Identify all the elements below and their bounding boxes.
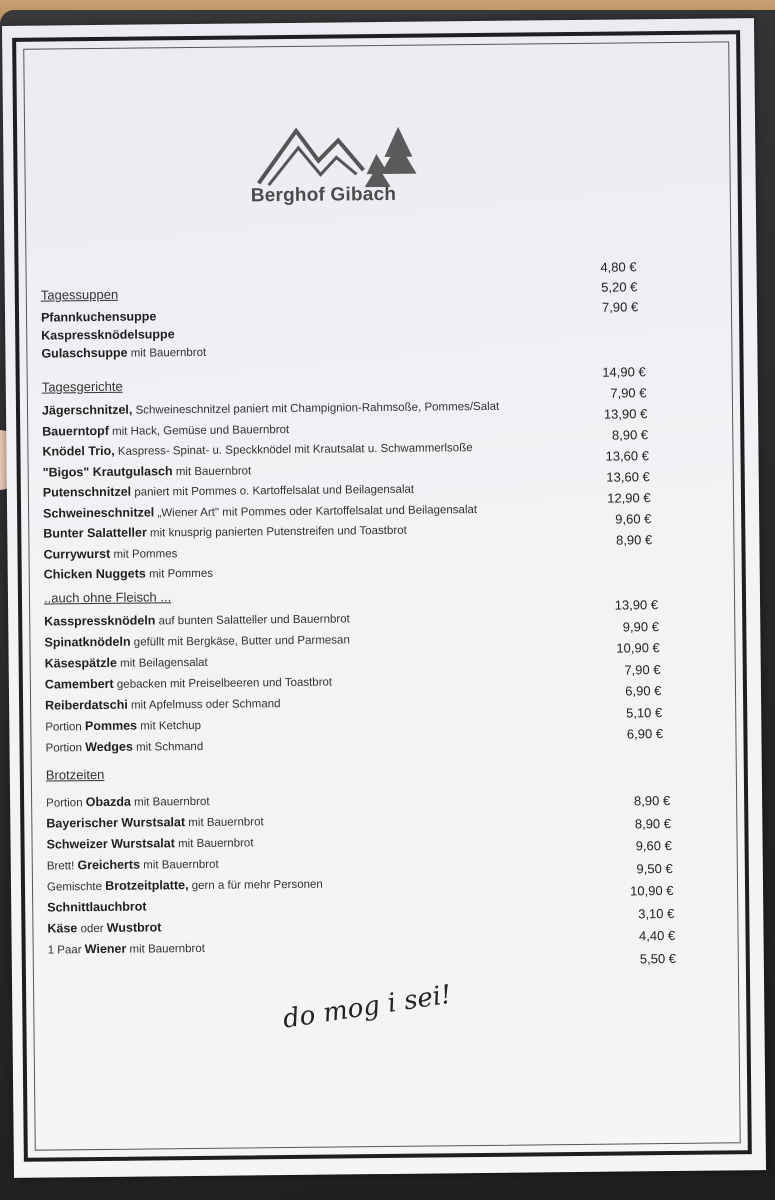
menu-item xyxy=(45,655,208,671)
item-price: 4,80 € xyxy=(600,259,637,275)
item-description: paniert mit Pommes o. Kartoffelsalat und Beilagensalat xyxy=(131,483,415,499)
menu-item xyxy=(47,900,146,915)
item-description: gefüllt mit Bergkäse, Butter und Parmesan xyxy=(130,634,350,649)
menu-item xyxy=(42,421,289,438)
item-description: Schweineschnitzel paniert mit Champignion-Rahmsoße, Pommes/Salat xyxy=(132,400,500,417)
item-description: „Wiener Art" mit Pommes oder Kartoffelsalat und Beilagensalat xyxy=(154,503,478,519)
item-name: Knödel Trio, xyxy=(42,443,115,459)
item-price: 13,90 € xyxy=(603,406,648,422)
menu-item xyxy=(48,941,205,957)
menu-item xyxy=(45,696,281,712)
item-prefix: Brett! xyxy=(46,860,78,873)
item-name: "Bigos" Krautgulasch xyxy=(42,463,173,480)
item-description: mit Apfelmuss oder Schmand xyxy=(127,698,281,712)
slogan: do mog i sei! xyxy=(280,979,454,1035)
item-price: 6,90 € xyxy=(626,726,664,742)
item-name: Camembert xyxy=(44,676,114,692)
item-description: auf bunten Salatteller und Bauernbrot xyxy=(155,613,350,628)
menu-item xyxy=(41,309,156,324)
item-name: Bunter Salatteller xyxy=(43,525,147,541)
item-name: Putenschnitzel xyxy=(42,484,132,500)
item-price: 7,90 € xyxy=(624,661,661,677)
item-name: Käse xyxy=(47,921,78,936)
item-price: 8,90 € xyxy=(633,793,671,809)
item-price: 13,60 € xyxy=(606,469,650,485)
item-price: 7,90 € xyxy=(601,299,639,315)
item-prefix: Portion xyxy=(45,721,86,734)
item-name: Jägerschnitzel, xyxy=(41,402,133,418)
menu-item xyxy=(46,794,210,810)
menu-item xyxy=(47,857,219,873)
item-name: Brotzeitplatte, xyxy=(105,878,189,893)
item-name: Käsespätzle xyxy=(44,655,118,671)
item-description: gebacken mit Preiselbeeren und Toastbrot xyxy=(113,676,333,691)
item-name: Currywurst xyxy=(43,546,111,562)
section-title: Tagesgerichte xyxy=(41,378,123,395)
item-description: mit knusprig panierten Putenstreifen und Toastbrot xyxy=(146,524,407,540)
menu-item xyxy=(43,546,177,561)
restaurant-logo xyxy=(238,111,439,233)
item-price: 8,90 € xyxy=(634,815,672,831)
item-description: mit Bauernbrot xyxy=(130,795,210,809)
item-price: 8,90 € xyxy=(611,427,649,443)
item-name: Chicken Nuggets xyxy=(43,566,146,582)
item-price: 9,60 € xyxy=(615,511,652,527)
menu-item xyxy=(47,877,323,894)
item-description: mit Bauernbrot xyxy=(185,816,264,830)
menu-item xyxy=(46,835,253,851)
item-price: 12,90 € xyxy=(607,490,651,506)
item-price: 5,50 € xyxy=(639,950,677,966)
item-prefix: 1 Paar xyxy=(47,944,85,957)
item-description: mit Hack, Gemüse und Bauernbrot xyxy=(108,423,290,438)
item-name: Spinatknödeln xyxy=(44,634,131,650)
item-name: Wedges xyxy=(85,739,133,755)
item-prefix: Gemischte xyxy=(46,880,106,894)
item-name: Bauerntopf xyxy=(42,423,109,439)
item-prefix: Portion xyxy=(45,742,86,755)
item-description: mit Beilagensalat xyxy=(116,656,208,670)
item-description: mit Schmand xyxy=(132,740,204,754)
restaurant-name: Berghof Gibach xyxy=(250,183,397,207)
item-description: mit Bauernbrot xyxy=(126,942,206,956)
item-name: Schnittlauchbrot xyxy=(47,899,147,915)
item-description: mit Pommes xyxy=(110,547,178,561)
menu-item xyxy=(46,814,263,830)
item-name: Wiener xyxy=(84,941,127,957)
item-description: mit Bauernbrot xyxy=(172,464,252,478)
section-title: Brotzeiten xyxy=(45,766,105,783)
item-description: mit Ketchup xyxy=(137,719,202,733)
item-price: 8,90 € xyxy=(615,532,653,548)
item-description: gern a für mehr Personen xyxy=(188,878,323,893)
item-price: 13,90 € xyxy=(614,597,659,613)
menu-item xyxy=(44,566,213,582)
item-description: oder xyxy=(77,922,107,936)
section-title: ..auch ohne Fleisch ... xyxy=(43,589,172,606)
item-name: Pommes xyxy=(84,718,138,734)
item-description: mit Pommes xyxy=(145,567,214,581)
item-price: 6,90 € xyxy=(625,683,662,699)
item-name: Reiberdatschi xyxy=(45,697,128,713)
item-price: 10,90 € xyxy=(630,882,674,899)
item-price: 4,40 € xyxy=(638,927,676,944)
menu-item xyxy=(47,920,161,935)
item-name: Bayerischer Wurstsalat xyxy=(46,815,186,831)
item-name: Kasspressknödeln xyxy=(44,613,156,629)
item-price: 13,60 € xyxy=(605,448,649,464)
item-price: 9,60 € xyxy=(635,838,672,854)
menu-item xyxy=(45,718,201,734)
section-title: Tagessuppen xyxy=(40,286,119,303)
menu-item xyxy=(41,345,206,361)
item-prefix: Portion xyxy=(46,797,86,810)
item-name: Pfannkuchensuppe xyxy=(40,309,157,325)
item-price: 5,20 € xyxy=(601,279,638,295)
item-name: Schweizer Wurstsalat xyxy=(46,836,175,852)
item-price: 9,90 € xyxy=(622,618,659,635)
item-name: Gulaschsuppe xyxy=(41,345,128,361)
item-price: 7,90 € xyxy=(610,385,647,401)
menu-item xyxy=(45,739,203,755)
item-price: 5,10 € xyxy=(625,704,663,720)
menu-item xyxy=(43,463,252,479)
menu-item xyxy=(41,327,175,342)
item-name: Greicherts xyxy=(77,857,141,873)
item-price: 10,90 € xyxy=(616,640,660,656)
item-description: mit Bauernbrot xyxy=(174,837,254,851)
item-name: Kaspressknödelsuppe xyxy=(41,327,175,343)
item-price: 9,50 € xyxy=(636,860,673,876)
item-name: Wustbrot xyxy=(106,920,162,935)
item-name: Schweineschnitzel xyxy=(43,504,155,521)
item-name: Obazda xyxy=(85,794,131,810)
mountains-and-pines-logo-icon xyxy=(238,111,439,193)
item-description: mit Bauernbrot xyxy=(139,858,219,872)
item-description: mit Bauernbrot xyxy=(127,346,207,360)
item-description: Kaspress- Spinat- u. Speckknödel mit Krautsalat u. Schwammerlsoße xyxy=(114,442,473,458)
menu-page xyxy=(2,18,766,1178)
item-price: 14,90 € xyxy=(602,364,646,380)
item-price: 3,10 € xyxy=(638,905,675,921)
